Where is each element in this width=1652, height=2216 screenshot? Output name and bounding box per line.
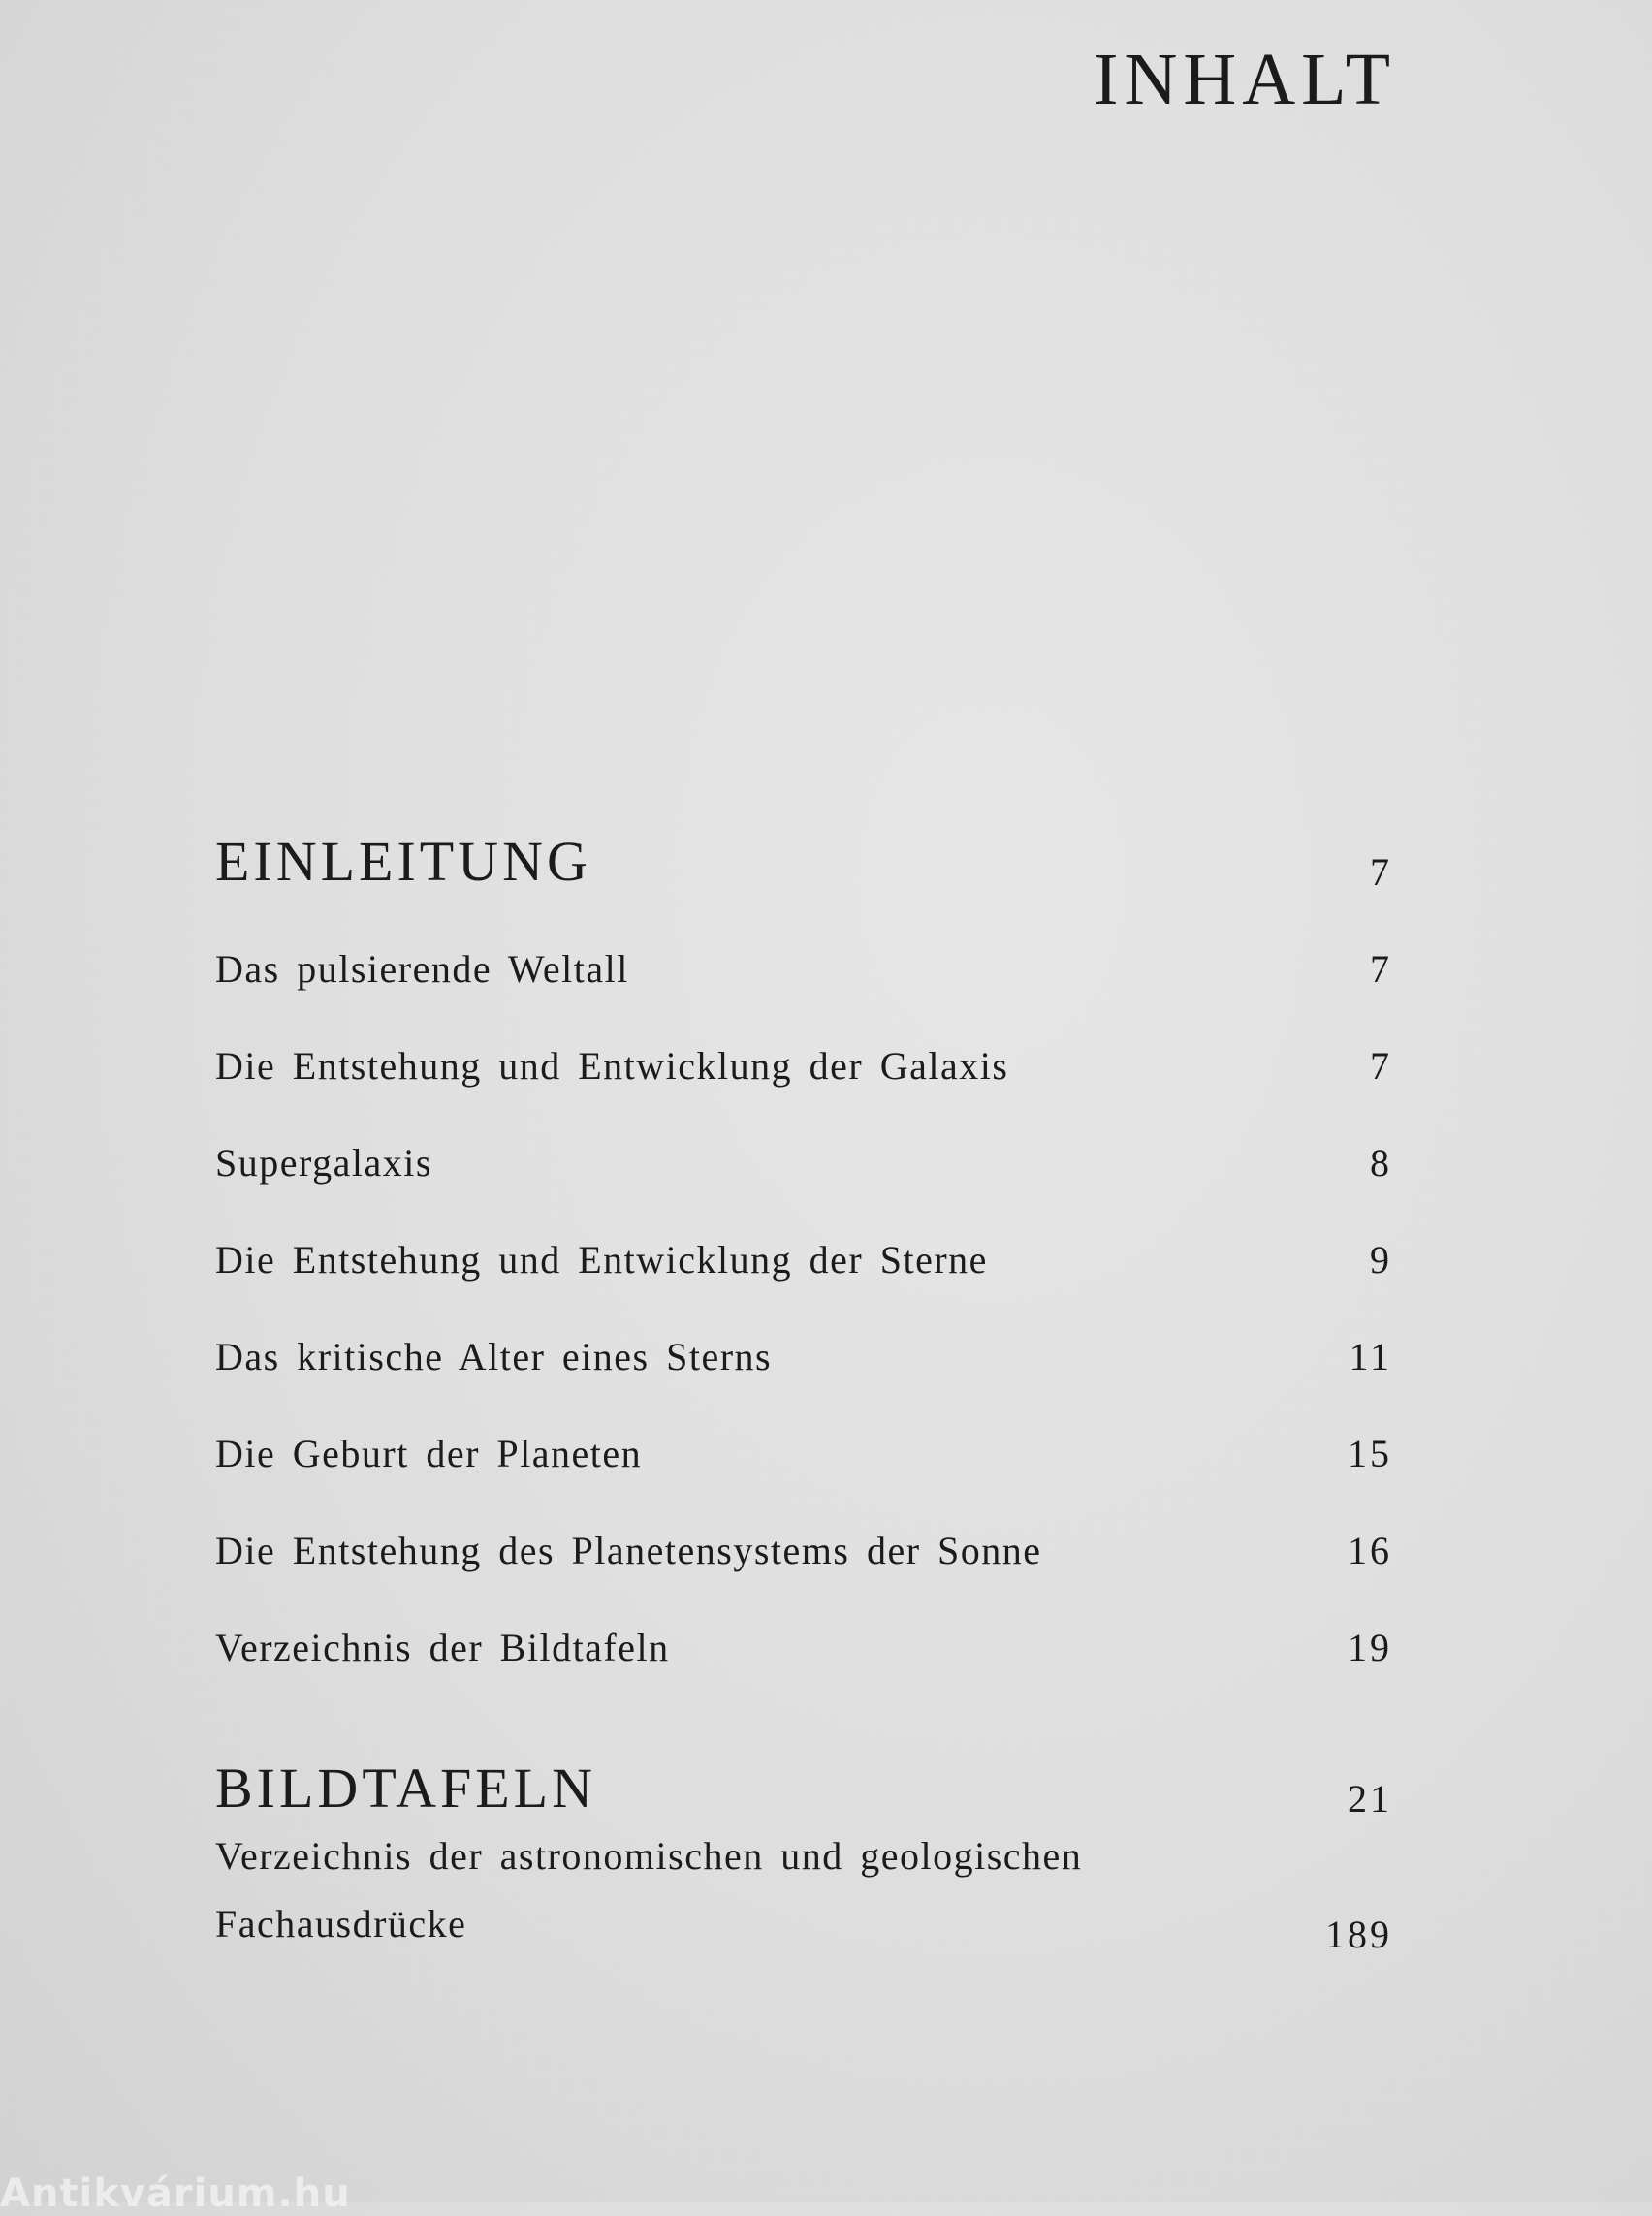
watermark: Antikvárium.hu xyxy=(0,2171,351,2216)
toc-entry xyxy=(215,1477,1392,1574)
toc-entry xyxy=(215,1574,1392,1671)
toc-entry-label: Das pulsierende Weltall xyxy=(215,947,629,991)
table-of-contents xyxy=(215,808,1392,1958)
toc-entry-page: 16 xyxy=(1348,1529,1392,1572)
toc-entry-label: Verzeichnis der Bildtafeln xyxy=(215,1626,670,1669)
section-page-number: 21 xyxy=(1348,1777,1392,1820)
toc-section-bildtafeln xyxy=(215,1729,1392,1822)
toc-entry-page: 11 xyxy=(1349,1335,1392,1378)
toc-entry-page: 19 xyxy=(1348,1626,1392,1669)
toc-entry-label: Die Entstehung und Entwicklung der Galaxis xyxy=(215,1044,1009,1088)
toc-entry xyxy=(215,993,1392,1090)
toc-entry-page: 9 xyxy=(1370,1238,1392,1282)
toc-entry-page: 7 xyxy=(1370,947,1392,991)
toc-entry-label-line: Fachausdrücke xyxy=(215,1902,467,1946)
page-title: INHALT xyxy=(1094,39,1396,120)
toc-entry xyxy=(215,1822,1392,1958)
toc-entry xyxy=(215,1283,1392,1380)
toc-entry xyxy=(215,1187,1392,1283)
section-spacer xyxy=(215,1671,1392,1729)
toc-entry-label xyxy=(215,1822,1082,1958)
toc-entry xyxy=(215,896,1392,993)
toc-entry-page: 8 xyxy=(1370,1141,1392,1185)
toc-entry-label: Die Entstehung und Entwicklung der Sterne xyxy=(215,1238,988,1282)
toc-entry xyxy=(215,1380,1392,1477)
toc-entry-label-line: Verzeichnis der astronomischen und geologischen xyxy=(215,1834,1083,1878)
section-page-number: 7 xyxy=(1370,850,1392,894)
toc-entry-label: Das kritische Alter eines Sterns xyxy=(215,1335,773,1378)
toc-entry-label: Supergalaxis xyxy=(215,1141,432,1185)
toc-entry-label: Die Entstehung des Planetensystems der Sonne xyxy=(215,1529,1042,1572)
toc-section-einleitung xyxy=(215,808,1392,896)
toc-entry-label: Die Geburt der Planeten xyxy=(215,1432,643,1475)
section-heading: BILDTAFELN xyxy=(215,1757,596,1820)
toc-entry-page: 7 xyxy=(1370,1044,1392,1088)
section-heading: EINLEITUNG xyxy=(215,830,591,894)
toc-entry-page: 15 xyxy=(1348,1432,1392,1475)
toc-entry-page: 189 xyxy=(1325,1913,1392,1956)
toc-entry xyxy=(215,1090,1392,1187)
